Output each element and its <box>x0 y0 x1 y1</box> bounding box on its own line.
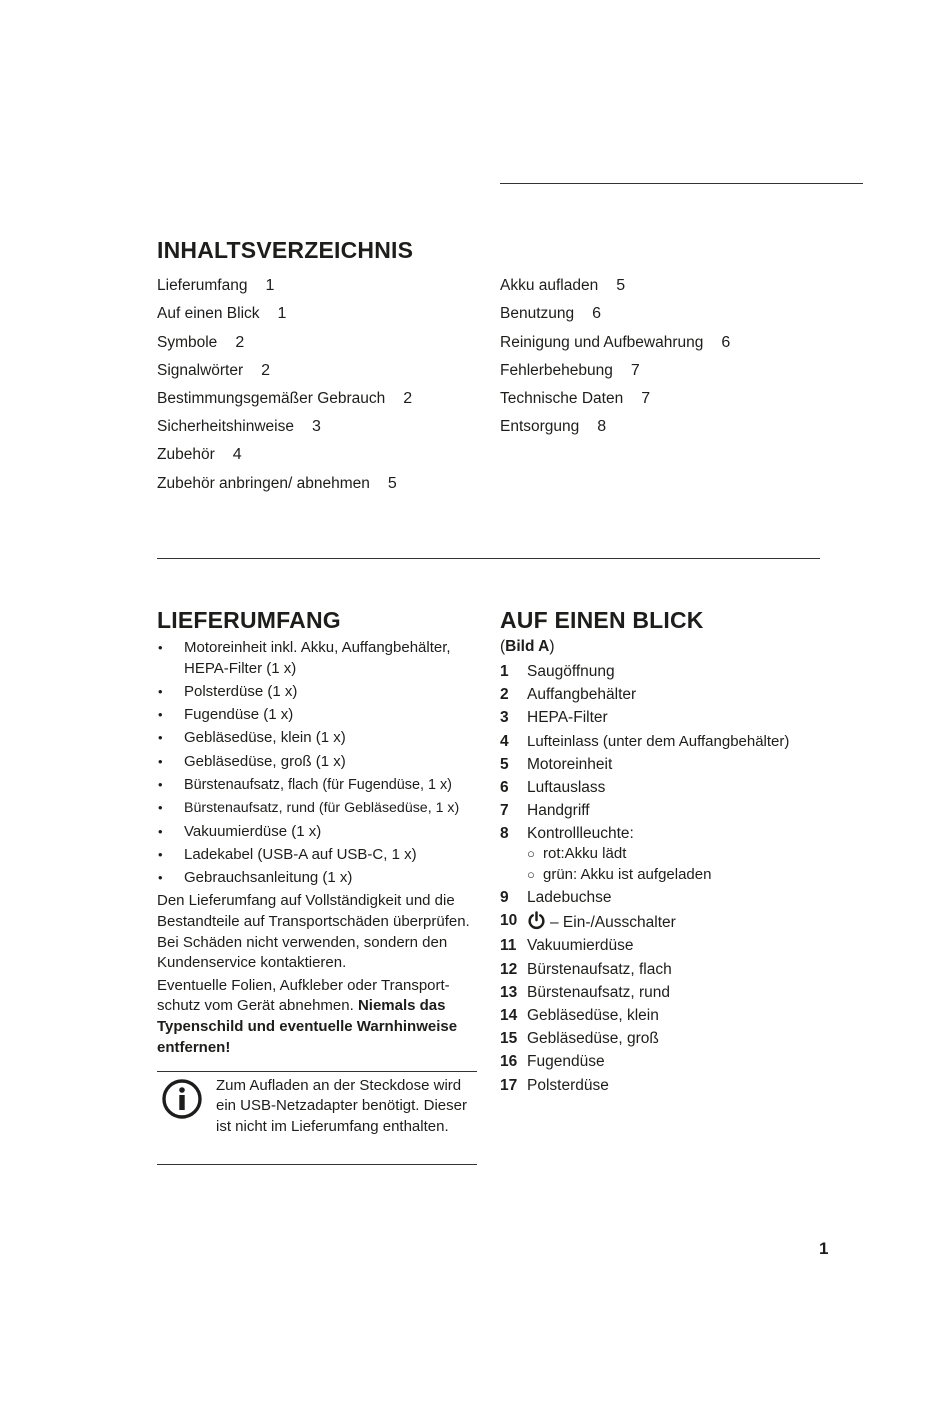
list-item <box>157 822 482 843</box>
list-item <box>500 911 830 933</box>
list-item-text: Gebläsedüse, groß (1 x) <box>184 752 346 770</box>
item-number: 6 <box>500 778 509 796</box>
list-item <box>500 755 830 775</box>
list-item <box>500 708 830 728</box>
item-label: Bürstenaufsatz, rund <box>527 983 671 1001</box>
item-label: – Ein-/Ausschalter <box>550 914 676 932</box>
lieferumfang-list <box>157 638 482 889</box>
item-label: Polsterdüse <box>527 1076 609 1094</box>
toc-item-label: Symbole <box>157 334 218 351</box>
toc-item-page: 4 <box>232 446 242 463</box>
list-item-text: Polsterdüse (1 x) <box>184 682 298 700</box>
item-label: Ladebuchse <box>527 889 612 907</box>
list-item <box>157 705 482 726</box>
toc-item[interactable] <box>157 418 321 436</box>
figure-reference <box>500 638 555 656</box>
toc-item-page: 5 <box>387 475 397 492</box>
list-item <box>500 801 830 821</box>
list-item <box>500 1076 830 1096</box>
toc-item-label: Akku aufladen <box>500 277 599 294</box>
list-item <box>157 682 482 703</box>
item-label: Bürstenaufsatz, flach <box>527 960 672 978</box>
toc-item-page: 7 <box>630 362 640 379</box>
item-number: 11 <box>500 937 517 955</box>
toc-item[interactable] <box>157 277 274 295</box>
item-label: Motoreinheit <box>527 755 613 773</box>
toc-item-page: 7 <box>641 390 651 407</box>
lieferumfang-paragraph <box>157 891 482 973</box>
sub-item-text: grün: Akku ist aufgeladen <box>543 865 712 883</box>
parts-list <box>500 662 830 1096</box>
item-number: 8 <box>500 825 509 843</box>
toc-item-label: Bestimmungsgemäßer Gebrauch <box>157 390 386 407</box>
list-item <box>500 685 830 705</box>
list-item <box>500 1052 830 1072</box>
item-number: 9 <box>500 889 509 907</box>
toc-item[interactable] <box>500 390 650 408</box>
lieferumfang-section <box>157 638 482 1058</box>
toc-title: INHALTSVERZEICHNIS <box>157 237 414 263</box>
bullet-icon: • <box>158 800 163 816</box>
item-number: 2 <box>500 686 509 704</box>
item-label: Lufteinlass (unter dem Auffangbehälter) <box>527 732 790 750</box>
list-item-text: Ladekabel (USB-A auf USB-C, 1 x) <box>184 845 417 863</box>
toc-item-page: 3 <box>312 418 321 435</box>
toc-item[interactable] <box>500 418 606 436</box>
list-item <box>500 936 830 956</box>
list-item-text: Bürstenaufsatz, flach (für Fugendüse, 1 x) <box>184 776 452 793</box>
list-item <box>157 845 482 866</box>
item-label: Kontrollleuchte: <box>527 825 634 843</box>
item-label: Auffangbehälter <box>527 686 637 704</box>
item-label: Vakuumierdüse <box>527 937 634 955</box>
list-item <box>157 752 482 773</box>
list-item <box>500 824 830 885</box>
sub-item-text: rot:Akku lädt <box>543 845 627 863</box>
blick-title: AUF EINEN BLICK <box>500 607 704 633</box>
list-item-text: Motoreinheit inkl. Akku, Auffangbehälter, HEPA-Filter (1 x) <box>184 639 451 677</box>
item-label: Saugöffnung <box>527 663 615 680</box>
item-number: 1 <box>500 663 509 680</box>
toc-item-page: 5 <box>616 277 626 294</box>
item-label: Handgriff <box>527 802 590 820</box>
toc-item[interactable] <box>157 362 270 380</box>
item-number: 15 <box>500 1030 518 1048</box>
circle-bullet-icon: ○ <box>527 846 535 862</box>
indicator-sublist <box>527 844 830 885</box>
item-number: 7 <box>500 802 509 820</box>
toc-item-page: 6 <box>592 305 602 322</box>
list-item-text: Gebläsedüse, klein (1 x) <box>184 729 346 747</box>
bullet-icon: • <box>158 683 163 699</box>
list-item <box>500 662 830 682</box>
sub-item <box>527 865 830 885</box>
list-item <box>500 778 830 798</box>
top-rule <box>500 183 863 184</box>
toc-item-page: 6 <box>721 334 731 351</box>
section-divider <box>157 558 820 559</box>
bullet-icon: • <box>158 870 163 886</box>
paragraph-text: Eventuelle Folien, Aufkleber oder Transportschutz vom Gerät abnehmen. <box>157 976 450 1015</box>
toc-item-label: Auf einen Blick <box>157 305 260 322</box>
bullet-icon: • <box>158 730 163 746</box>
bullet-icon: • <box>158 753 163 769</box>
toc-item-label: Entsorgung <box>500 418 580 435</box>
list-item <box>157 775 482 796</box>
list-item <box>500 1006 830 1026</box>
toc-item-page: 1 <box>265 277 275 294</box>
bullet-icon: • <box>158 846 163 862</box>
figure-bracket: ) <box>549 638 555 655</box>
item-number: 14 <box>500 1007 518 1025</box>
list-item <box>500 960 830 980</box>
bullet-icon: • <box>158 776 163 792</box>
toc-item-page: 2 <box>261 362 271 379</box>
list-item-text: Vakuumierdüse (1 x) <box>184 822 322 840</box>
item-number: 3 <box>500 709 509 727</box>
item-label: Luftauslass <box>527 778 606 796</box>
power-icon <box>527 911 546 930</box>
list-item-text: Fugendüse (1 x) <box>184 706 294 724</box>
list-item <box>500 732 830 752</box>
toc-item-label: Technische Daten <box>500 390 624 407</box>
sub-item <box>527 844 830 864</box>
list-item <box>157 638 482 679</box>
bullet-icon: • <box>158 823 163 839</box>
list-item <box>500 888 830 908</box>
toc-item-label: Lieferumfang <box>157 277 248 294</box>
page-number: 1 <box>819 1239 829 1258</box>
item-number: 10 <box>500 912 518 930</box>
list-item-text: Bürstenaufsatz, rund (für Gebläsedüse, 1 x) <box>184 800 460 817</box>
list-item-text: Gebrauchsanleitung (1 x) <box>184 869 353 887</box>
toc-item-label: Zubehör <box>157 446 215 463</box>
item-label: Gebläsedüse, groß <box>527 1030 659 1048</box>
item-number: 17 <box>500 1076 518 1094</box>
info-icon <box>161 1078 203 1120</box>
toc-item-page: 2 <box>235 334 245 351</box>
warning-paragraph <box>157 976 482 1058</box>
toc-item[interactable] <box>157 446 242 464</box>
item-number: 16 <box>500 1053 518 1071</box>
item-number: 4 <box>500 732 509 750</box>
list-item <box>157 728 482 749</box>
toc-item[interactable] <box>157 305 286 323</box>
item-number: 12 <box>500 960 518 978</box>
item-label: Gebläsedüse, klein <box>527 1007 659 1025</box>
list-item <box>157 798 482 819</box>
toc-item[interactable] <box>500 334 730 352</box>
lieferumfang-title: LIEFERUMFANG <box>157 607 341 633</box>
toc-item[interactable] <box>500 305 601 323</box>
info-box <box>157 1071 477 1165</box>
info-note: Zum Aufladen an der Steckdose wird ein USB-Netzadapter benötigt. Dieser ist nicht im Lieferumfang enthalten. <box>216 1077 467 1135</box>
blick-section <box>500 662 830 1099</box>
toc-item-label: Reinigung und Aufbewahrung <box>500 334 704 351</box>
toc-item-label: Fehlerbehebung <box>500 362 613 379</box>
toc-item-label: Benutzung <box>500 305 575 322</box>
toc-item[interactable] <box>500 277 625 295</box>
toc-item-label: Signalwörter <box>157 362 244 379</box>
list-item <box>500 983 830 1003</box>
item-label: HEPA-Filter <box>527 709 608 727</box>
toc-item[interactable] <box>157 475 397 493</box>
toc-item[interactable] <box>157 334 244 352</box>
item-number: 13 <box>500 983 518 1001</box>
figure-ref-text: Bild A <box>505 638 550 655</box>
item-number: 5 <box>500 755 509 773</box>
figure-bracket: ( <box>500 638 506 655</box>
list-item <box>157 868 482 889</box>
warning-text: Niemals das Typenschild und eventuelle Warnhinweise entfernen! <box>157 997 458 1056</box>
item-label: Fugendüse <box>527 1053 605 1071</box>
paragraph-text: Den Lieferumfang auf Vollständigkeit und die Bestandteile auf Transportschäden überprüfen. Bei Schäden nicht verwenden, sondern den Kundenservice kontaktieren. <box>157 892 470 972</box>
toc-item-page: 2 <box>403 390 413 407</box>
toc-item-label: Zubehör anbringen/ abnehmen <box>157 475 370 492</box>
toc-item-label: Sicherheitshinweise <box>157 418 294 435</box>
toc-item-page: 8 <box>597 418 607 435</box>
bullet-icon: • <box>158 707 163 723</box>
toc-item[interactable] <box>500 362 640 380</box>
list-item <box>500 1029 830 1049</box>
toc-item[interactable] <box>157 390 412 408</box>
bullet-icon: • <box>158 640 163 655</box>
circle-bullet-icon: ○ <box>527 866 535 882</box>
toc-item-page: 1 <box>277 305 287 322</box>
